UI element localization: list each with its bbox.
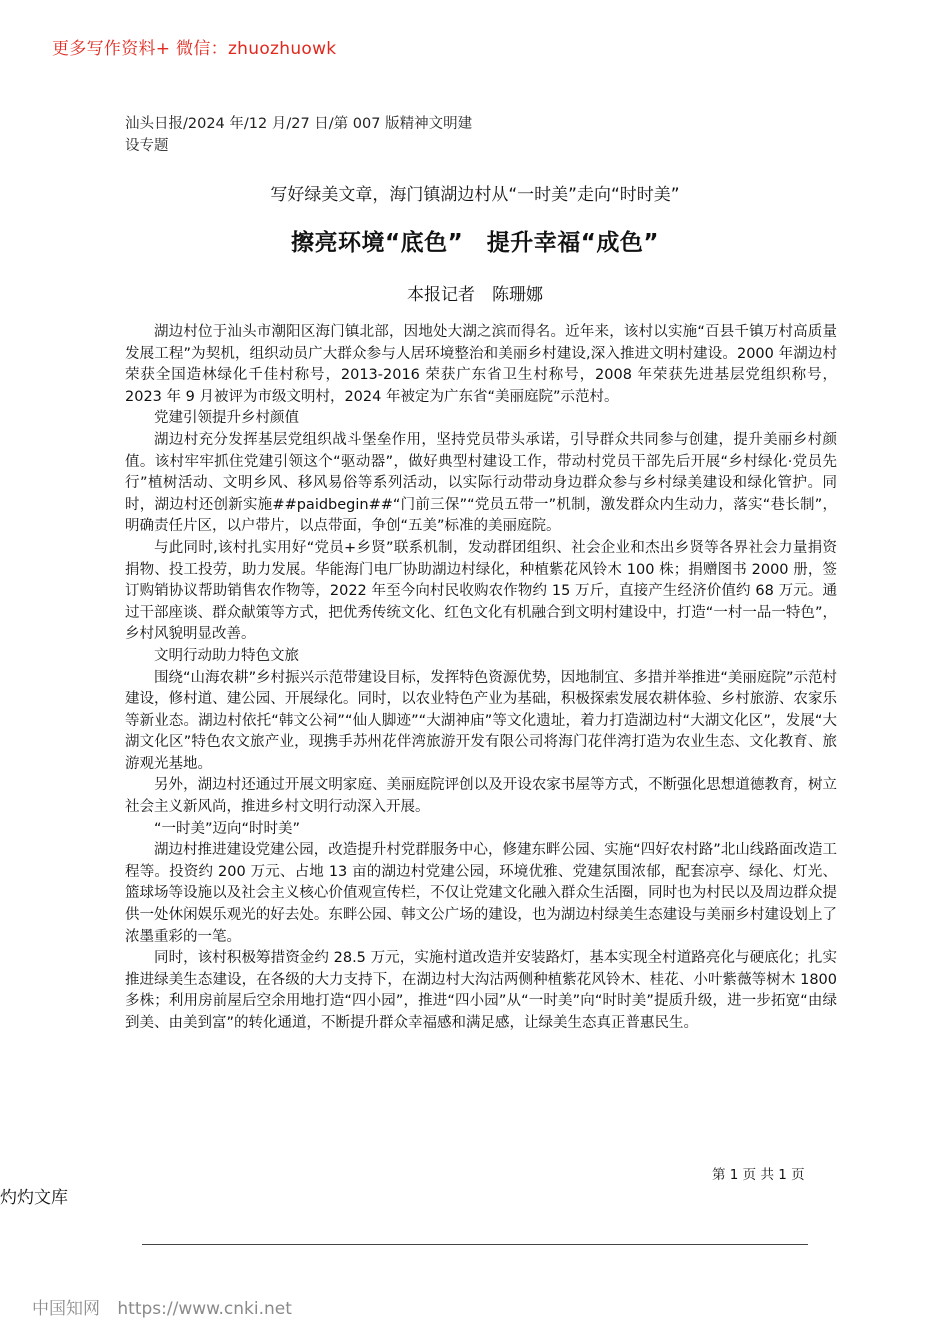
source-line: 汕头日报/2024 年/12 月/27 日/第 007 版精神文明建设专题 [125,116,473,154]
paragraph: 湖边村位于汕头市潮阳区海门镇北部，因地处大湖之滨而得名。近年来，该村以实施“百县千镇万村高质量发展工程”为契机，组织动员广大群众参与人居环境整治和美丽乡村建设,深入推进文明村建设。2000 年湖边村荣获全国造林绿化千佳村称号，2013-2016 荣获广东省卫生村称号，2008 年荣获先进基层党组织称号，2023 年 9 月被评为市级文明村，2024 年被定为广东省“美丽庭院”示范村。 [125,324,837,405]
footer [32,1294,304,1319]
paragraph: 围绕“山海农耕”乡村振兴示范带建设目标，发挥特色资源优势，因地制宜、多措并举推进“美丽庭院”示范村建设，修村道、建公园、开展绿化。同时，以农业特色产业为基础，积极探索发展农耕体验、乡村旅游、农家乐等新业态。湖边村依托“韩文公祠”“仙人脚迹”“大湖神庙”等文化遗址，着力打造湖边村“大湖文化区”，发展“大湖文化区”特色农文旅产业，现携手苏州花伴湾旅游开发有限公司将海门花伴湾打造为农业生态、文化教育、旅游观光基地。 [125,669,837,772]
section-heading: 文明行动助力特色文旅 [154,647,299,664]
section-heading: “一时美”迈向“时时美” [154,820,301,837]
paragraph: 湖边村充分发挥基层党组织战斗堡垒作用，坚持党员带头承诺，引导群众共同参与创建，提升美丽乡村颜值。该村牢牢抓住党建引领这个“驱动器”，做好典型村建设工作，带动村党员干部先后开展“乡村绿化·党员先行”植树活动、文明乡风、移风易俗等系列活动，以实际行动带动身边群众参与乡村绿美建设和绿化管护。同时，湖边村还创新实施##paidbegin##“门前三保”“党员五带一”机制，激发群众内生动力，落实“巷长制”，明确责任片区，以户带片，以点带面，争创“五美”标准的美丽庭院。 [125,431,837,535]
article-body [125,322,837,1035]
footer-site-name: 中国知网 [32,1299,100,1319]
page-number: 第 1 页 共 1 页 [712,1167,805,1183]
article-subtitle: 写好绿美文章，海门镇湖边村从“一时美”走向“时时美” [270,185,680,205]
footer-url[interactable]: https://www.cnki.net [117,1299,292,1319]
footer-divider [142,1244,808,1245]
paragraph: 与此同时,该村扎实用好“党员+乡贤”联系机制，发动群团组织、社会企业和杰出乡贤等各界社会力量捐资捐物、投工投劳，助力发展。华能海门电厂协助湖边村绿化，种植紫花风铃木 100 株；捐赠图书 2000 册，签订购销协议帮助销售农作物等，2022 年至今向村民收购农作物约 15 万斤，直接产生经济价值约 68 万元。通过干部座谈、群众献策等方式，把优秀传统文化、红色文化有机融合到文明村建设中，打造“一村一品一特色”，乡村风貌明显改善。 [125,539,837,643]
article-title: 擦亮环境“底色” 提升幸福“成色” [291,230,659,256]
watermark-text: 灼灼文库 [0,1188,68,1208]
article-author: 本报记者 陈珊娜 [407,285,543,305]
promo-banner: 更多写作资料+ 微信：zhuozhuowk [52,39,337,59]
section-heading: 党建引领提升乡村颜值 [154,410,299,427]
paragraph: 另外，湖边村还通过开展文明家庭、美丽庭院评创以及开设农家书屋等方式，不断强化思想道德教育，树立社会主义新风尚，推进乡村文明行动深入开展。 [125,777,837,816]
paragraph: 同时，该村积极筹措资金约 28.5 万元，实施村道改造并安装路灯，基本实现全村道路亮化与硬底化；扎实推进绿美生态建设，在各级的大力支持下，在湖边村大沟沽两侧种植紫花风铃木、桂花、小叶紫薇等树木 1800 多株；利用房前屋后空余用地打造“四小园”，推进“四小园”从“一时美”向“时时美”提质升级，进一步拓宽“由绿到美、由美到富”的转化通道，不断提升群众幸福感和满足感，让绿美生态真正普惠民生。 [125,950,837,1031]
paragraph: 湖边村推进建设党建公园，改造提升村党群服务中心，修建东畔公园、实施“四好农村路”北山线路面改造工程等。投资约 200 万元、占地 13 亩的湖边村党建公园，环境优雅、党建氛围浓郁，配套凉亭、绿化、灯光、篮球场等设施以及社会主义核心价值观宣传栏，不仅让党建文化融入群众生活圈，同时也为村民以及周边群众提供一处休闲娱乐观光的好去处。东畔公园、韩文公广场的建设，也为湖边村绿美生态建设与美丽乡村建设划上了浓墨重彩的一笔。 [125,842,837,945]
